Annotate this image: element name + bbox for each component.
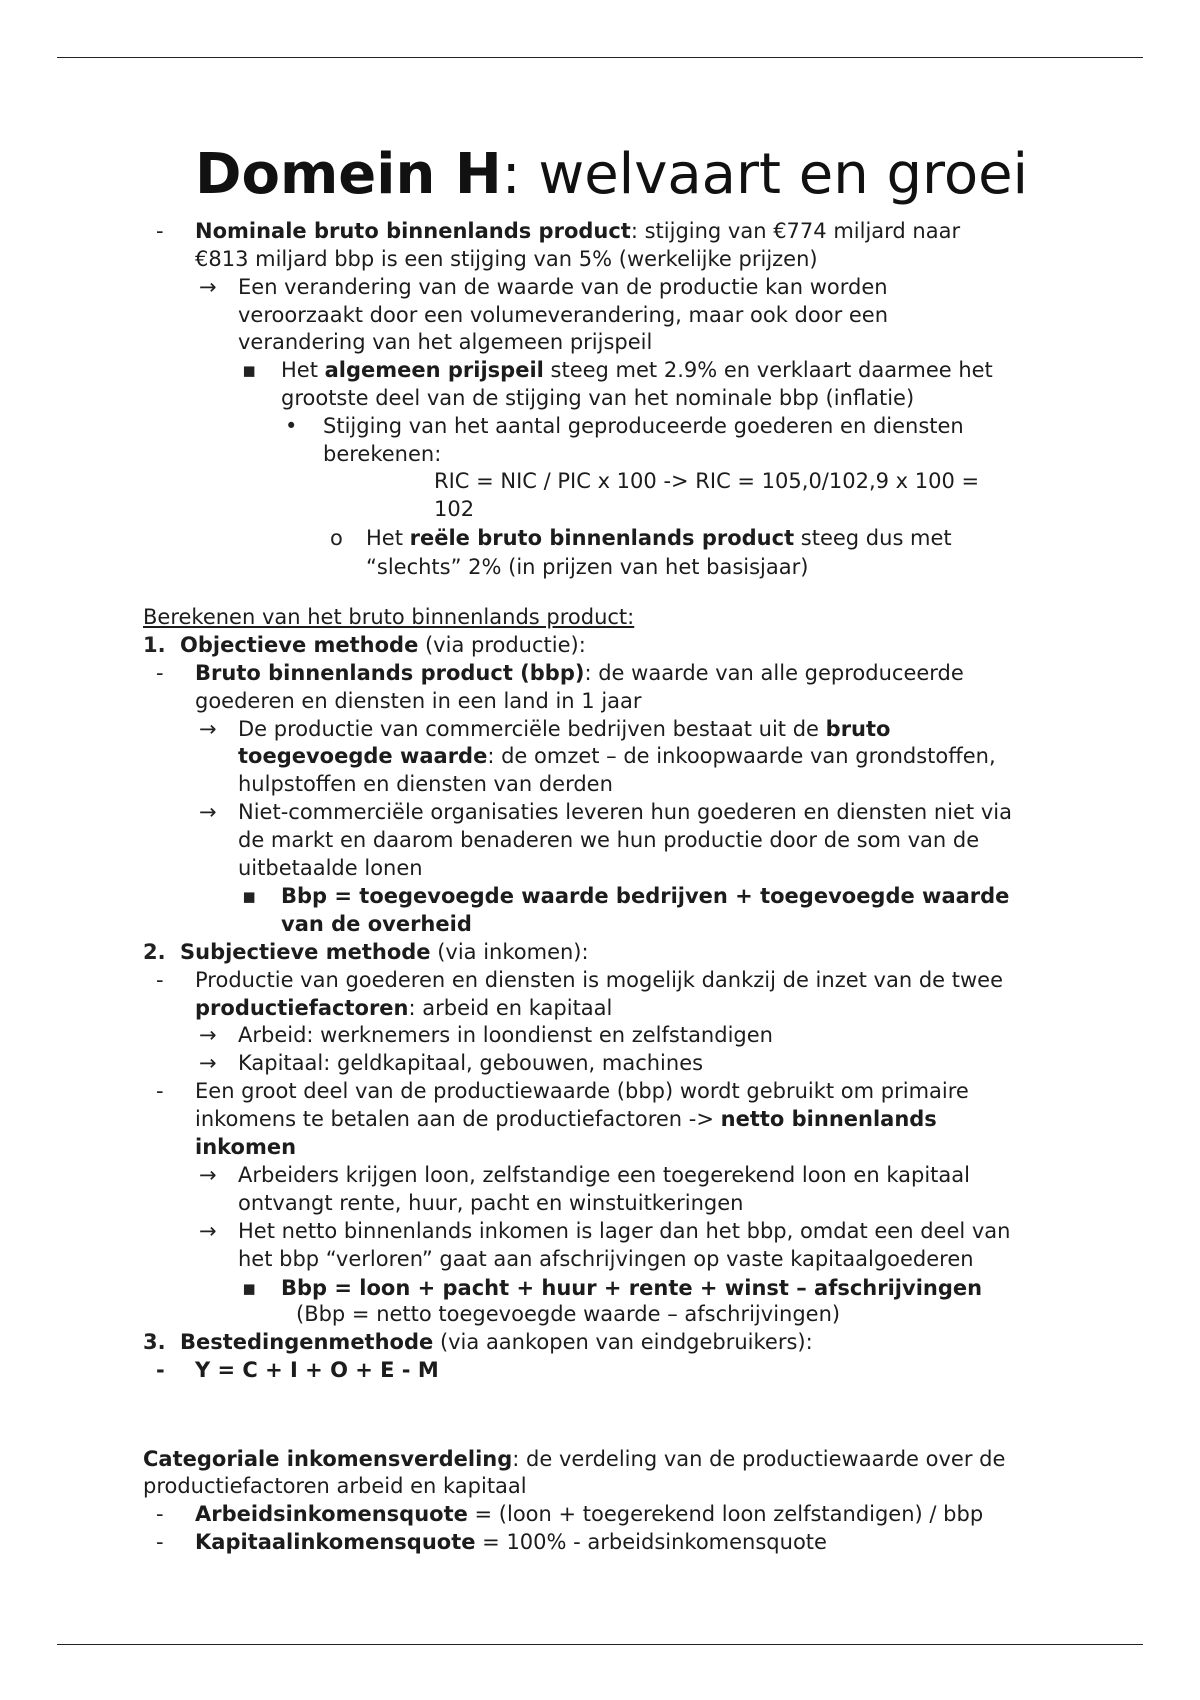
dash-bullet: -: [156, 1358, 165, 1382]
net-income-line2: inkomens te betalen aan de productiefactoren -> netto binnenlands: [195, 1107, 937, 1131]
expenditure-formula: Y = C + I + O + E - M: [195, 1358, 439, 1382]
commercial-production-line2: toegevoegde waarde: de omzet – de inkoopwaarde van grondstoffen,: [238, 744, 996, 768]
list-number: 2.: [143, 940, 166, 964]
intro-growth-text: Stijging van het aantal geproduceerde goederen en diensten: [323, 414, 964, 438]
square-bullet: ▪: [242, 358, 257, 382]
commercial-production: De productie van commerciële bedrijven bestaat uit de bruto: [238, 717, 891, 741]
workers-income-text: Arbeiders krijgen loon, zelfstandige een toegerekend loon en kapitaal: [238, 1163, 970, 1187]
depreciation-text: het bbp “verloren” gaat aan afschrijvingen op vaste kapitaalgoederen: [238, 1247, 974, 1271]
commercial-production-line3: hulpstoffen en diensten van derden: [238, 772, 613, 796]
dash-bullet: -: [156, 968, 164, 992]
intro-arrow-text: veroorzaakt door een volumeverandering, maar ook door een: [238, 303, 889, 327]
bbp-definition-line2: goederen en diensten in een land in 1 jaar: [195, 689, 642, 713]
depreciation-text: Het netto binnenlands inkomen is lager dan het bbp, omdat een deel van: [238, 1219, 1011, 1243]
arrow-bullet: →: [199, 1023, 217, 1047]
dot-bullet: •: [285, 414, 298, 438]
intro-arrow-text: verandering van het algemeen prijspeil: [238, 330, 653, 354]
non-commercial-text: de markt en daarom benaderen we hun productie door de som van de: [238, 828, 980, 852]
intro-nominal-bbp-line2: €813 miljard bbp is een stijging van 5% (werkelijke prijzen): [195, 247, 818, 271]
dash-bullet: -: [156, 1079, 164, 1103]
page-title: Domein H: welvaart en groei: [195, 142, 1029, 207]
arrow-bullet: →: [199, 1163, 217, 1187]
capital-income-share: Kapitaalinkomensquote = 100% - arbeidsinkomensquote: [195, 1530, 827, 1554]
non-commercial-text: uitbetaalde lonen: [238, 856, 423, 880]
arrow-bullet: →: [199, 1051, 217, 1075]
bbp-formula-objective: Bbp = toegevoegde waarde bedrijven + toegevoegde waarde: [281, 884, 1010, 908]
bbp-formula-subjective-note: (Bbp = netto toegevoegde waarde – afschrijvingen): [296, 1302, 841, 1326]
intro-real-bbp: Het reële bruto binnenlands product steeg dus met: [366, 526, 952, 550]
intro-arrow-text: Een verandering van de waarde van de productie kan worden: [238, 275, 888, 299]
circle-bullet: o: [330, 526, 343, 550]
dash-bullet: -: [156, 1502, 164, 1526]
categorial-definition: Categoriale inkomensverdeling: de verdeling van de productiewaarde over de: [143, 1447, 1006, 1471]
intro-price-level-line2: grootste deel van de stijging van het nominale bbp (inflatie): [281, 386, 915, 410]
dash-bullet: -: [156, 219, 164, 243]
arrow-bullet: →: [199, 275, 217, 299]
intro-real-bbp-line2: “slechts” 2% (in prijzen van het basisjaar): [366, 555, 809, 579]
bbp-definition: Bruto binnenlands product (bbp): de waarde van alle geproduceerde: [195, 661, 964, 685]
bbp-formula-objective-line2: van de overheid: [281, 912, 472, 936]
intro-growth-text: berekenen:: [323, 442, 442, 466]
method-objective: Objectieve methode (via productie):: [180, 633, 586, 657]
capital-text: Kapitaal: geldkapitaal, gebouwen, machines: [238, 1051, 704, 1075]
intro-nominal-bbp: Nominale bruto binnenlands product: stijging van €774 miljard naar: [195, 219, 961, 243]
labour-income-share: Arbeidsinkomensquote = (loon + toegerekend loon zelfstandigen) / bbp: [195, 1502, 984, 1526]
arrow-bullet: →: [199, 800, 217, 824]
workers-income-text: ontvangt rente, huur, pacht en winstuitkeringen: [238, 1191, 744, 1215]
bottom-rule: [57, 1644, 1143, 1645]
list-number: 1.: [143, 633, 166, 657]
dash-bullet: -: [156, 1530, 164, 1554]
arrow-bullet: →: [199, 1219, 217, 1243]
list-number: 3.: [143, 1330, 166, 1354]
production-factors-line2: productiefactoren: arbeid en kapitaal: [195, 996, 613, 1020]
categorial-definition-line2: productiefactoren arbeid en kapitaal: [143, 1474, 527, 1498]
labour-text: Arbeid: werknemers in loondienst en zelfstandigen: [238, 1023, 773, 1047]
arrow-bullet: →: [199, 717, 217, 741]
dash-bullet: -: [156, 661, 164, 685]
method-subjective: Subjectieve methode (via inkomen):: [180, 940, 589, 964]
ric-formula-result: 102: [434, 497, 475, 521]
square-bullet: ▪: [242, 1276, 257, 1300]
ric-formula: RIC = NIC / PIC x 100 -> RIC = 105,0/102,9 x 100 =: [434, 469, 980, 493]
bbp-formula-subjective: Bbp = loon + pacht + huur + rente + winst – afschrijvingen: [281, 1276, 983, 1300]
production-factors-text: Productie van goederen en diensten is mogelijk dankzij de inzet van de twee: [195, 968, 1004, 992]
intro-price-level: Het algemeen prijspeil steeg met 2.9% en verklaart daarmee het: [281, 358, 993, 382]
net-income-text: Een groot deel van de productiewaarde (bbp) wordt gebruikt om primaire: [195, 1079, 969, 1103]
top-rule: [57, 57, 1143, 58]
section-heading: Berekenen van het bruto binnenlands product:: [143, 605, 635, 629]
non-commercial-text: Niet-commerciële organisaties leveren hun goederen en diensten niet via: [238, 800, 1012, 824]
net-income-line3: inkomen: [195, 1135, 297, 1159]
square-bullet: ▪: [242, 884, 257, 908]
method-expenditure: Bestedingenmethode (via aankopen van eindgebruikers):: [180, 1330, 813, 1354]
